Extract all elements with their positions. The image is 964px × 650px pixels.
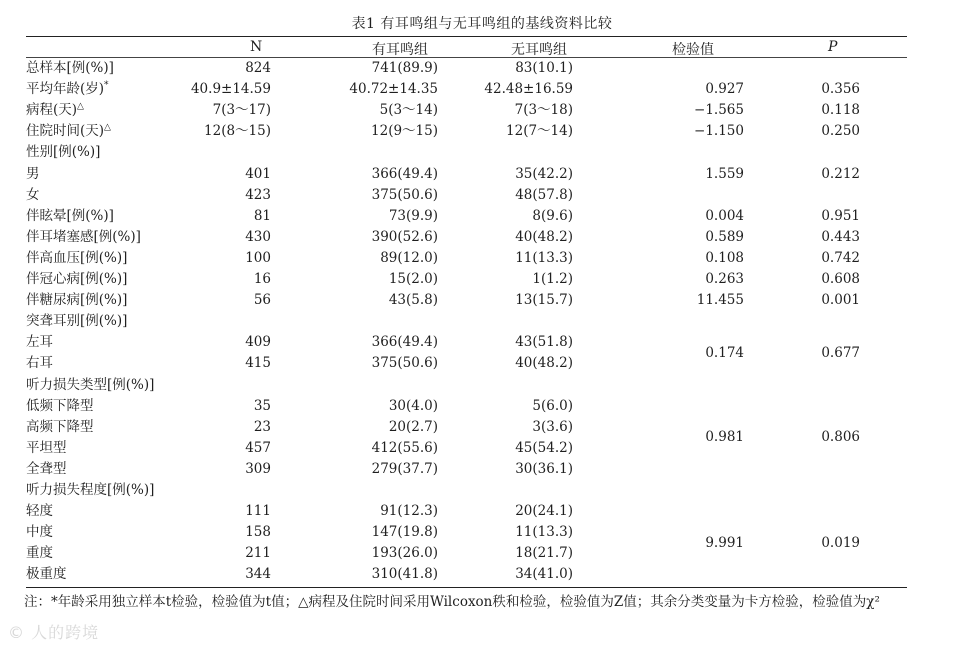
cell-tinnitus: 310(41.8) (371, 566, 438, 583)
cell-no-tinnitus: 11(13.3) (515, 249, 573, 266)
cell-n: 100 (245, 249, 271, 266)
cell-tinnitus: 30(4.0) (388, 397, 438, 414)
cell-n: 309 (245, 460, 271, 477)
cell-tinnitus: 366(49.4) (371, 165, 438, 182)
merged-test-value: 0.174 (705, 344, 744, 361)
cell-n: 16 (253, 271, 271, 287)
cell-tinnitus: 91(12.3) (380, 503, 438, 520)
header-no-tinnitus-group: 无耳鸣组 (511, 42, 567, 58)
cell-no-tinnitus: 40(48.2) (515, 228, 573, 245)
cell-n: 415 (245, 355, 271, 372)
cell-p-value: 0.118 (821, 102, 860, 119)
cell-p-value: 0.443 (821, 228, 860, 245)
cell-n: 56 (253, 292, 271, 309)
cell-no-tinnitus: 8(9.6) (532, 207, 573, 224)
header-test-value: 检验值 (672, 42, 714, 58)
table-row (26, 564, 907, 585)
row-label: 重度 (26, 545, 53, 562)
row-label: 性别[例(%)] (26, 144, 101, 161)
table-row (26, 438, 907, 459)
cell-tinnitus: 5(3～14) (379, 102, 438, 119)
table-row (26, 121, 907, 142)
merged-test-value: 9.991 (705, 534, 744, 551)
cell-no-tinnitus: 18(21.7) (515, 545, 573, 562)
row-label: 低频下降型 (26, 397, 94, 414)
cell-p-value: 0.001 (821, 292, 860, 309)
merged-p-value: 0.677 (821, 344, 860, 361)
header-p-value: P (828, 39, 838, 55)
row-label: 全聋型 (26, 460, 67, 477)
cell-tinnitus: 147(19.8) (371, 524, 438, 541)
header-tinnitus-group: 有耳鸣组 (372, 42, 428, 58)
row-label: 听力损失程度[例(%)] (26, 482, 155, 498)
table-row (26, 353, 907, 374)
merged-test-value: 0.981 (705, 429, 744, 446)
row-label: 住院时间(天)△ (26, 122, 111, 140)
footnote-mark: △ (77, 101, 84, 112)
row-label: 伴高血压[例(%)] (26, 249, 128, 266)
row-label: 极重度 (26, 566, 67, 583)
cell-no-tinnitus: 3(3.6) (532, 418, 573, 435)
table-row (26, 459, 907, 480)
cell-no-tinnitus: 20(24.1) (515, 503, 573, 520)
row-label: 女 (26, 186, 40, 203)
cell-tinnitus: 12(9～15) (371, 123, 438, 140)
row-label: 总样本[例(%)] (26, 60, 114, 76)
merged-p-value: 0.019 (821, 534, 860, 551)
cell-tinnitus: 89(12.0) (380, 249, 438, 266)
cell-tinnitus: 15(2.0) (388, 271, 438, 287)
cell-test-value: 0.108 (705, 249, 744, 266)
row-label: 中度 (26, 524, 53, 541)
row-label: 听力损失类型[例(%)] (26, 376, 155, 393)
row-label: 轻度 (26, 503, 53, 520)
cell-test-value: 1.559 (705, 165, 744, 182)
table-caption: 表1 有耳鸣组与无耳鸣组的基线资料比较 (351, 16, 613, 32)
cell-n: 401 (245, 165, 271, 182)
cell-tinnitus: 73(9.9) (388, 207, 438, 224)
row-label: 平均年龄(岁)* (26, 80, 109, 98)
cell-n: 7(3～17) (212, 102, 271, 119)
cell-test-value: 0.927 (705, 81, 744, 98)
cell-p-value: 0.356 (821, 81, 860, 98)
cell-p-value: 0.951 (821, 207, 860, 224)
table-note: 注：*年龄采用独立样本t检验，检验值为t值；△病程及住院时间采用Wilcoxon秩和检验，检验值为Z值；其余分类变量为卡方检验，检验值为χ² (24, 594, 880, 610)
cell-n: 457 (245, 439, 271, 456)
cell-test-value: −1.150 (694, 123, 744, 140)
table-row (26, 206, 907, 227)
cell-no-tinnitus: 5(6.0) (532, 397, 573, 414)
cell-tinnitus: 390(52.6) (371, 228, 438, 245)
cell-n: 824 (245, 60, 271, 76)
cell-no-tinnitus: 1(1.2) (532, 271, 573, 287)
cell-tinnitus: 279(37.7) (371, 460, 438, 477)
row-label: 突聋耳别[例(%)] (26, 313, 128, 330)
footnote-mark: △ (104, 122, 111, 133)
cell-n: 409 (245, 334, 271, 351)
cell-no-tinnitus: 48(57.8) (515, 186, 573, 203)
cell-n: 12(8～15) (204, 123, 271, 140)
cell-no-tinnitus: 83(10.1) (515, 60, 573, 76)
cell-tinnitus: 40.72±14.35 (349, 81, 438, 98)
table-row (26, 100, 907, 121)
cell-n: 344 (245, 566, 271, 583)
cell-n: 40.9±14.59 (190, 81, 271, 98)
table-row (26, 185, 907, 206)
cell-n: 23 (253, 418, 271, 435)
cell-no-tinnitus: 13(15.7) (515, 292, 573, 309)
top-rule (26, 36, 907, 37)
table-row (26, 248, 907, 269)
row-label: 伴冠心病[例(%)] (26, 271, 128, 287)
footnote-mark: * (104, 80, 109, 91)
table-row (26, 227, 907, 248)
cell-p-value: 0.608 (821, 271, 860, 287)
cell-p-value: 0.742 (821, 249, 860, 266)
cell-n: 81 (253, 207, 271, 224)
table-row (26, 142, 907, 163)
row-label: 伴糖尿病[例(%)] (26, 292, 128, 309)
cell-n: 211 (245, 545, 271, 562)
cell-no-tinnitus: 11(13.3) (515, 524, 573, 541)
table-row (26, 375, 907, 396)
cell-no-tinnitus: 7(3～18) (514, 102, 573, 119)
merged-p-value: 0.806 (821, 429, 860, 446)
cell-n: 430 (245, 228, 271, 245)
cell-tinnitus: 375(50.6) (371, 186, 438, 203)
table-row (26, 522, 907, 543)
cell-tinnitus: 741(89.9) (371, 60, 438, 76)
table-row (26, 480, 907, 501)
header-n: N (250, 39, 263, 55)
cell-p-value: 0.250 (821, 123, 860, 140)
row-label: 伴眩晕[例(%)] (26, 207, 114, 224)
cell-test-value: 0.004 (705, 207, 744, 224)
row-label: 病程(天)△ (26, 101, 84, 119)
row-label: 伴耳堵塞感[例(%)] (26, 228, 141, 245)
cell-n: 35 (253, 397, 271, 414)
cell-test-value: 11.455 (696, 292, 744, 309)
row-label: 左耳 (26, 334, 53, 351)
table-row (26, 417, 907, 438)
cell-test-value: 0.589 (705, 228, 744, 245)
cell-no-tinnitus: 34(41.0) (515, 566, 573, 583)
table-row (26, 269, 907, 290)
watermark: © 人的跨境 (8, 623, 100, 642)
table-row (26, 332, 907, 353)
cell-n: 423 (245, 186, 271, 203)
table-row (26, 543, 907, 564)
table-row (26, 311, 907, 332)
row-label: 高频下降型 (26, 418, 94, 435)
cell-no-tinnitus: 45(54.2) (515, 439, 573, 456)
cell-tinnitus: 375(50.6) (371, 355, 438, 372)
cell-tinnitus: 43(5.8) (388, 292, 438, 309)
table-row (26, 79, 907, 100)
row-label: 右耳 (26, 355, 53, 372)
cell-n: 111 (245, 503, 271, 520)
cell-tinnitus: 366(49.4) (371, 334, 438, 351)
row-label: 男 (26, 165, 40, 182)
cell-test-value: −1.565 (694, 102, 744, 119)
cell-n: 158 (245, 524, 271, 541)
cell-p-value: 0.212 (821, 165, 860, 182)
row-label: 平坦型 (26, 439, 67, 456)
table-row (26, 290, 907, 311)
table-row (26, 501, 907, 522)
bottom-rule (26, 587, 907, 588)
table-row (26, 396, 907, 417)
cell-tinnitus: 412(55.6) (371, 439, 438, 456)
cell-no-tinnitus: 43(51.8) (515, 334, 573, 351)
cell-no-tinnitus: 30(36.1) (515, 460, 573, 477)
cell-no-tinnitus: 40(48.2) (515, 355, 573, 372)
cell-tinnitus: 193(26.0) (371, 545, 438, 562)
table-row (26, 58, 907, 79)
cell-tinnitus: 20(2.7) (388, 418, 438, 435)
cell-test-value: 0.263 (705, 271, 744, 287)
cell-no-tinnitus: 35(42.2) (515, 165, 573, 182)
cell-no-tinnitus: 12(7～14) (506, 123, 573, 140)
cell-no-tinnitus: 42.48±16.59 (484, 81, 573, 98)
table-row (26, 164, 907, 185)
